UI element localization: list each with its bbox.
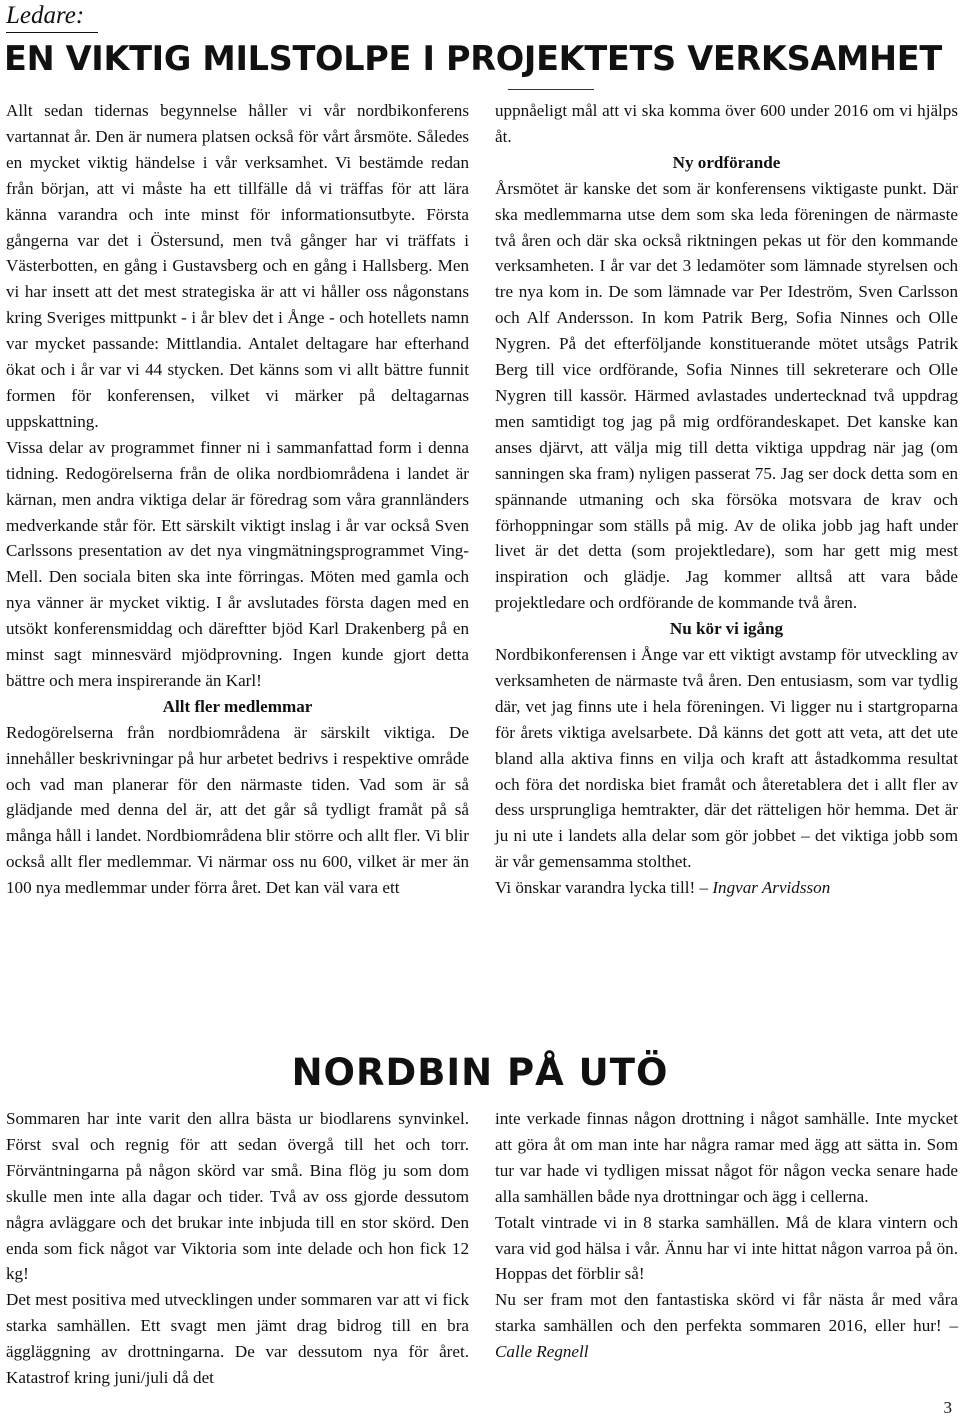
paragraph: Årsmötet är kanske det som är konferensens viktigaste punkt. Där ska medlemmarna utse dem som ska leda föreningen de närmaste två åren och där ska också riktningen pekas ut för den kommande verksamheten. I år var det 3 ledamöter som lämnade styrelsen och tre nya kom in. De som lämnade var Per Ideström, Sven Carlsson och Alf Andersson. In kom Patrik Berg, Sofia Ninnes och Olle Nygren. På det efterföljande konstituerande mötet utsågs Patrik Berg till vice ordförande, Sofia Ninnes till sekreterare och Olle Nygren till kassör. Härmed avlastades undertecknad två uppdrag men samtidigt tog jag på mig ordförandeskapet. Det kanske kan anses djärvt, att välja mig till detta viktiga uppdrag när jag (om sanningen ska fram) nyligen passerat 75. Jag ser dock detta som en spännande utmaning och ska försöka motsvara de krav och förhoppningar som ställs på mig. Av de olika jobb jag haft under livet är det detta (som projektledare), som har gett mig mest inspiration och glädje. Jag kommer alltså att vara både projektledare och ordförande de kommande två åren. [495,178,958,613]
article-title: NORDBIN PÅ UTÖ [291,1051,669,1094]
subheading: Nu kör vi igång [669,619,784,639]
editorial-column-left [6,98,469,901]
paragraph: inte verkade finnas någon drottning i något samhälle. Inte mycket att göra åt om man inte har några ramar med ägg att sätta in. Som tur var hade vi tydligen missat något för någon vecka senare hade alla samhällen både nya drottningar och ägg i cellerna. [495,1109,958,1206]
paragraph: Det mest positiva med utvecklingen under sommaren var att vi fick starka samhällen. Ett svagt men jämt drag bidrog till en bra äggläggning av drottningarna. De var dessutom nya för året. Katastrof kring juni/juli då det [6,1290,469,1388]
paragraph: Totalt vintrade vi in 8 starka samhällen. Må de klara vintern och vara vid god hälsa i vår. Ännu har vi inte hittat någon varroa på ön. Hoppas det förblir så! [495,1212,958,1284]
closing-line [495,1287,958,1365]
kicker: Ledare: [6,0,98,33]
closing-text: Vi önskar varandra lycka till! – [495,878,713,898]
paragraph: Sommaren har inte varit den allra bästa ur biodlarens synvinkel. Först sval och regnig för att sedan övergå till het och torr. Förväntningarna på någon skörd var små. Bina flög ju som dom skulle men inte alla dagar och tider. Två av oss gjorde dessutom några avläggare och det brukar inte inbjuda till en stor skörd. Den enda som fick något var Viktoria som inte delade och hon fick 12 kg! [6,1109,469,1284]
closing-line [495,875,958,901]
article-column-left [6,1106,469,1391]
page-number: 3 [943,1398,952,1417]
paragraph: Nordbikonferensen i Ånge var ett viktigt avstamp för utveckling av verksamheten de närmaste två åren. Den entusiasm, som var tydlig där, vet jag finns ute i hela föreningen. Vi ligger nu i startgroparna för årets viktiga avelsarbete. Då känns det gott att veta, att det ute bland alla aktiva finns en vilja och kraft att åstadkomma resultat och föra det nordiska biet framåt och återetablera det i allt fler av dess ursprungliga hemtrakter, där det rätteligen hör hemma. Det är ju ni ute i landets alla delar som gör jobbet – det viktiga jobb som är vår gemensamma stolthet. [495,645,958,872]
paragraph: Allt sedan tidernas begynnelse håller vi vår nordbikonferens vartannat år. Den är numera platsen också för vårt årsmöte. Således en mycket viktig händelse i vår verksamhet. Vi bestämde redan från början, att vi måste ha ett tillfälle då vi träffas för att lära känna varandra och inte minst för informationsutbyte. Första gångerna var det i Östersund, men två gånger har vi träffats i Västerbotten, en gång i Gustavsberg och en gång i Hallsberg. Men vi har insett att det mest strategiska är att vi håller oss någonstans kring Sveriges mittpunkt - i år blev det i Ånge - och hotellets namn var mycket passande: Mittlandia. Antalet deltagare har efterhand ökat och i år var vi 44 stycken. Det känns som vi allt bättre funnit formen för konferensen, vilket vi märker på deltagarnas uppskattning. [6,101,469,431]
editorial-column-right [495,98,958,901]
closing-text: Nu ser fram mot den fantastiska skörd vi får nästa år med våra starka samhällen och den perfekta sommaren 2016, eller hur! – [495,1290,958,1336]
signature: Ingvar Arvidsson [712,878,831,898]
paragraph: Redogörelserna från nordbiområdena är särskilt viktiga. De innehåller beskrivningar på hur arbetet bedrivs i respektive område och vad man planerar för den närmaste tiden. Vad som är så glädjande med denna del är, att det går så tydligt framåt på så många håll i landet. Nordbiområdena blir större och allt fler. Vi blir också allt fler medlemmar. Vi närmar oss nu 600, vilket är mer än 100 nya medlemmar under förra året. Det kan väl vara ett [6,722,469,898]
headline: EN VIKTIG MILSTOLPE I PROJEKTETS VERKSAMHET [4,39,942,78]
article-column-right [495,1106,958,1365]
paragraph: Vissa delar av programmet finner ni i sammanfattad form i denna tidning. Redogörelserna från de olika nordbiområdena i landet är kärnan, men andra viktiga delar är föredrag som våra grannländers medverkande står för. Ett särskilt viktigt inslag i år var också Sven Carlssons presentation av det nya vingmätningsprogrammet Ving-Mell. Den sociala biten ska inte förringas. Möten med gamla och nya vänner är mycket viktig. I år avslutades första dagen med en utsökt konferensmiddag och däreftter bjöd Karl Drakenberg på en minst sagt minnesvärd mjödprovning. Ingen kunde gjort detta bättre och mera inspirerande än Karl! [6,437,469,690]
subheading: Allt fler medlemmar [162,696,313,716]
paragraph: uppnåeligt mål att vi ska komma över 600 under 2016 om vi hjälps åt. [495,101,958,146]
signature: Calle Regnell [495,1342,589,1362]
subheading: Ny ordförande [672,152,781,172]
divider [508,89,594,90]
